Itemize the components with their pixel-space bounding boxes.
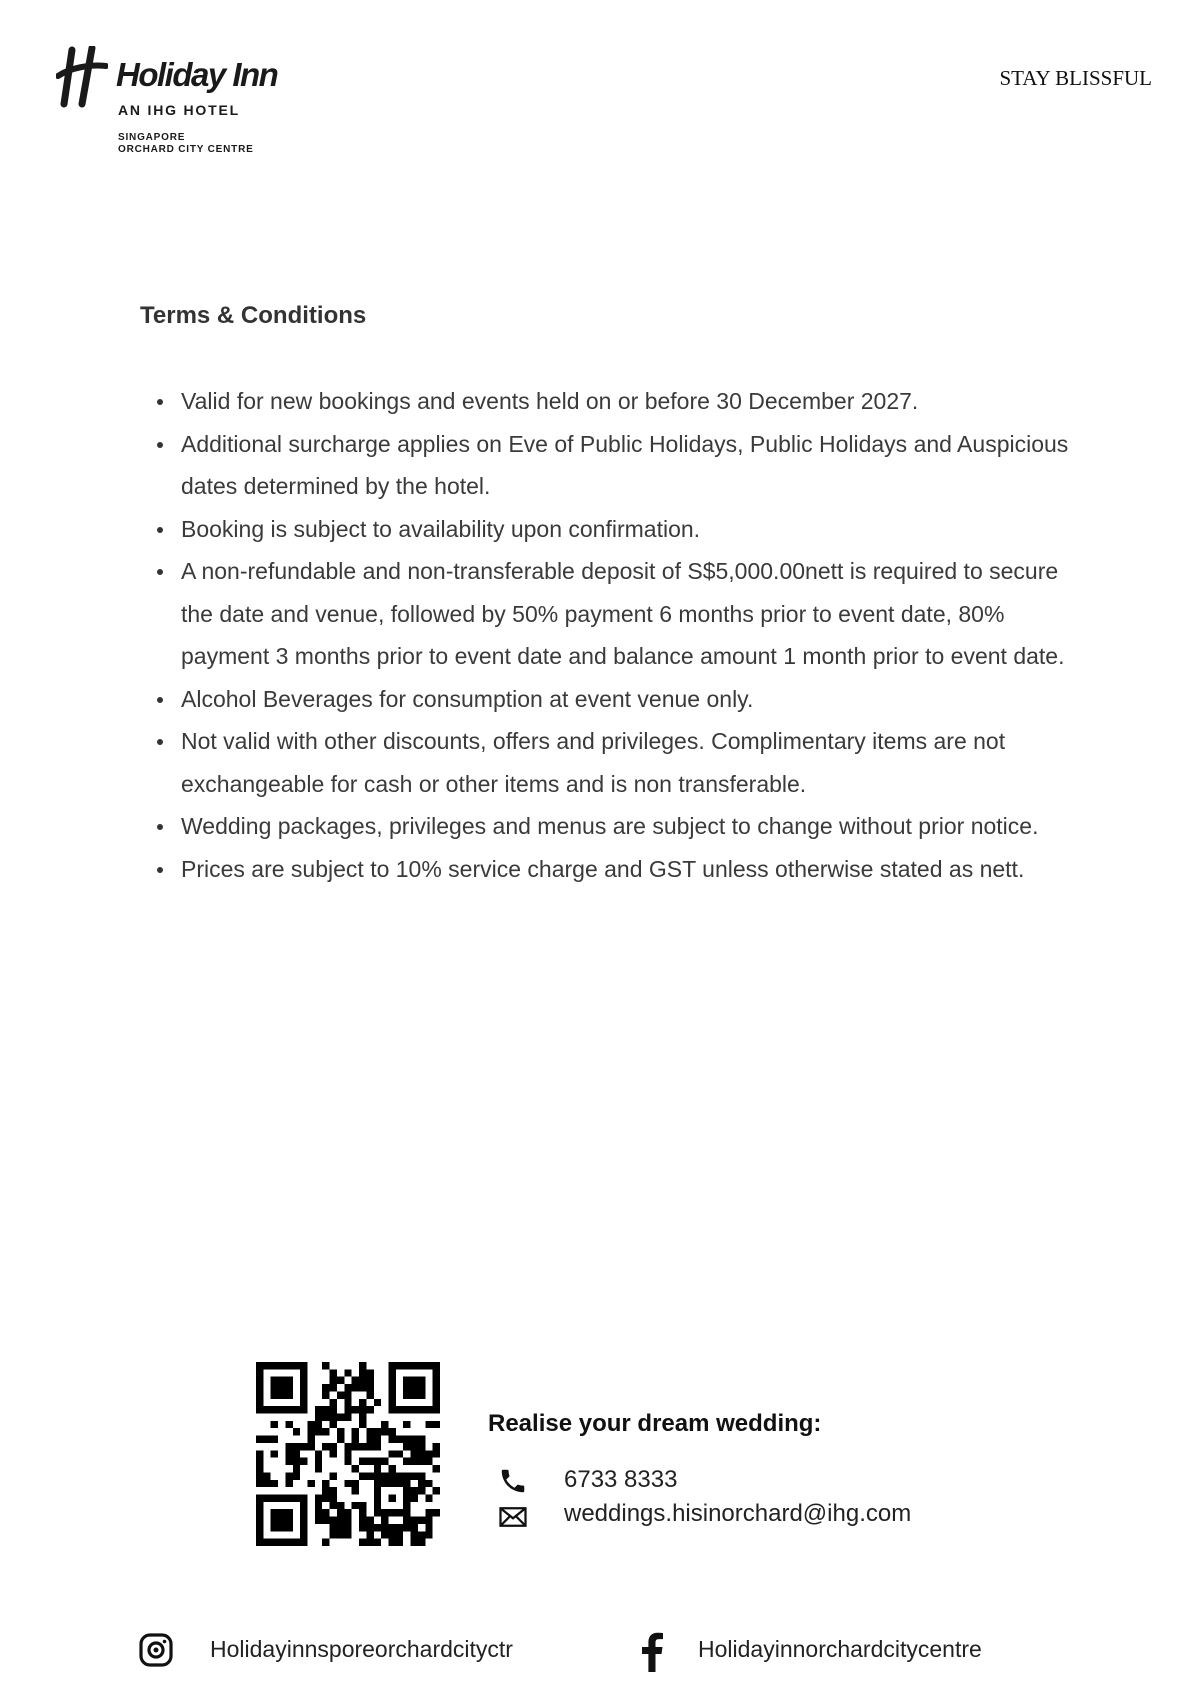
instagram-handle[interactable]: Holidayinnsporeorchardcityctr — [210, 1636, 513, 1662]
phone-number[interactable]: 6733 8333 — [564, 1466, 678, 1493]
terms-item: Valid for new bookings and events held on or before 30 December 2027. — [181, 380, 1081, 423]
mail-icon — [498, 1502, 528, 1532]
brand-name: Holiday Inn — [116, 56, 278, 93]
phone-icon — [498, 1466, 528, 1496]
brand-subtitle: AN IHG HOTEL — [118, 102, 240, 118]
facebook-handle[interactable]: Holidayinnorchardcitycentre — [698, 1636, 982, 1662]
contact-heading: Realise your dream wedding: — [488, 1410, 822, 1437]
terms-item: Additional surcharge applies on Eve of Public Holidays, Public Holidays and Auspicious dates determined by the hotel. — [181, 423, 1081, 508]
terms-item: Not valid with other discounts, offers and privileges. Complimentary items are not exchangeable for cash or other items and is non transferable. — [181, 720, 1081, 805]
terms-heading: Terms & Conditions — [140, 302, 367, 329]
instagram-icon — [138, 1632, 174, 1668]
location-line: ORCHARD CITY CENTRE — [118, 144, 254, 155]
qr-code[interactable] — [256, 1362, 440, 1546]
holiday-inn-h-logo-icon — [56, 46, 108, 108]
location-line: SINGAPORE — [118, 132, 186, 143]
terms-item: Booking is subject to availability upon confirmation. — [181, 508, 1081, 551]
terms-item: Wedding packages, privileges and menus are subject to change without prior notice. — [181, 805, 1081, 848]
contact-block — [488, 1410, 912, 1527]
terms-item: Prices are subject to 10% service charge and GST unless otherwise stated as nett. — [181, 848, 1081, 891]
tagline: STAY BLISSFUL — [999, 66, 1152, 90]
hotel-location — [118, 132, 298, 156]
email-address[interactable]: weddings.hisinorchard@ihg.com — [564, 1500, 912, 1527]
facebook-icon — [640, 1632, 664, 1672]
terms-item: Alcohol Beverages for consumption at event venue only. — [181, 678, 1081, 721]
terms-item: A non-refundable and non-transferable deposit of S$5,000.00nett is required to secure the date and venue, followed by 50% payment 6 months prior to event date, 80% payment 3 months prior to event date and balance amount 1 month prior to event date. — [181, 550, 1081, 678]
terms-list — [181, 380, 1081, 890]
